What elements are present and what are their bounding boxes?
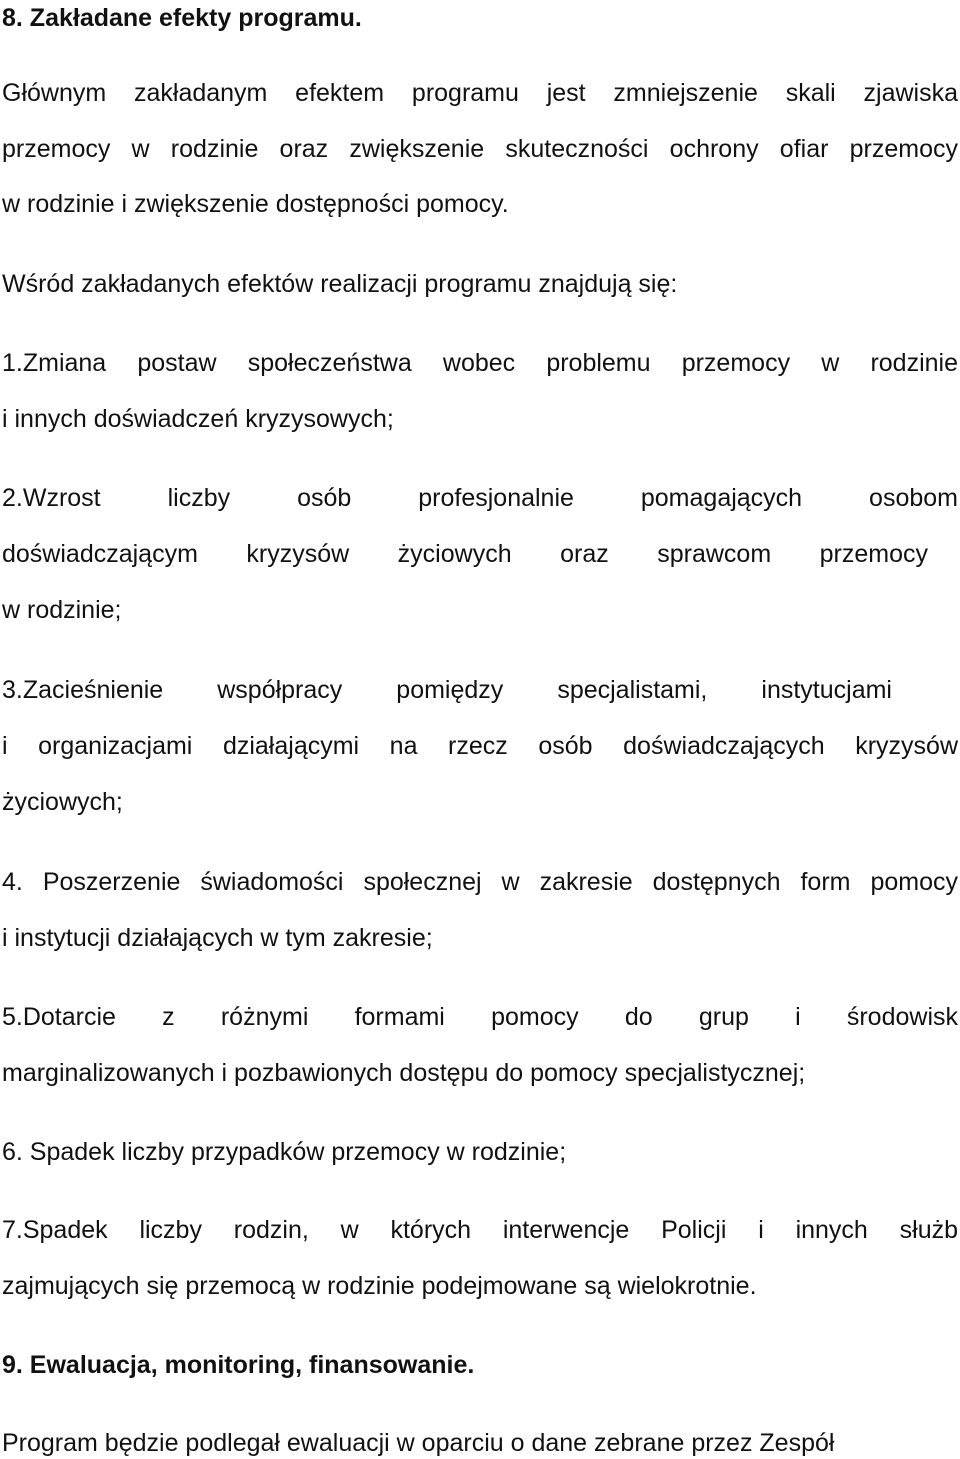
intro-line-1: Głównym zakładanym efektem programu jest zmniejszenie skali zjawiska [2, 79, 958, 107]
section-9-heading: 9. Ewaluacja, monitoring, finansowanie. [2, 1351, 475, 1379]
effect-3-line-3: życiowych; [2, 788, 123, 816]
effect-4-line-2: i instytucji działających w tym zakresie; [2, 924, 433, 952]
intro-line-3: w rodzinie i zwiększenie dostępności pomocy. [2, 190, 509, 218]
effect-3-line-2: i organizacjami działającymi na rzecz osób doświadczających kryzysów [2, 732, 958, 760]
section-9-text: Program będzie podlegał ewaluacji w oparciu o dane zebrane przez Zespół [2, 1429, 835, 1457]
effect-7-line-1: 7.Spadek liczby rodzin, w których interwencje Policji i innych służb [2, 1216, 958, 1244]
effect-3-line-1: 3.Zacieśnienie współpracy pomiędzy specjalistami, instytucjami [2, 676, 892, 704]
effect-2-line-3: w rodzinie; [2, 596, 122, 624]
effect-2-line-1: 2.Wzrost liczby osób profesjonalnie pomagających osobom [2, 484, 958, 512]
effect-1-line-2: i innych doświadczeń kryzysowych; [2, 405, 394, 433]
effect-4-line-1: 4. Poszerzenie świadomości społecznej w zakresie dostępnych form pomocy [2, 868, 958, 896]
intro-line-2: przemocy w rodzinie oraz zwiększenie skuteczności ochrony ofiar przemocy [2, 135, 958, 163]
effect-7-line-2: zajmujących się przemocą w rodzinie podejmowane są wielokrotnie. [2, 1272, 757, 1300]
effect-1-line-1: 1.Zmiana postaw społeczeństwa wobec problemu przemocy w rodzinie [2, 349, 958, 377]
effect-6-line-1: 6. Spadek liczby przypadków przemocy w rodzinie; [2, 1138, 567, 1166]
effects-lead: Wśród zakładanych efektów realizacji programu znajdują się: [2, 270, 678, 298]
effect-2-line-2: doświadczającym kryzysów życiowych oraz sprawcom przemocy [2, 540, 928, 568]
section-8-heading: 8. Zakładane efekty programu. [2, 4, 362, 32]
effect-5-line-1: 5.Dotarcie z różnymi formami pomocy do grup i środowisk [2, 1003, 958, 1031]
effect-5-line-2: marginalizowanych i pozbawionych dostępu do pomocy specjalistycznej; [2, 1059, 806, 1087]
